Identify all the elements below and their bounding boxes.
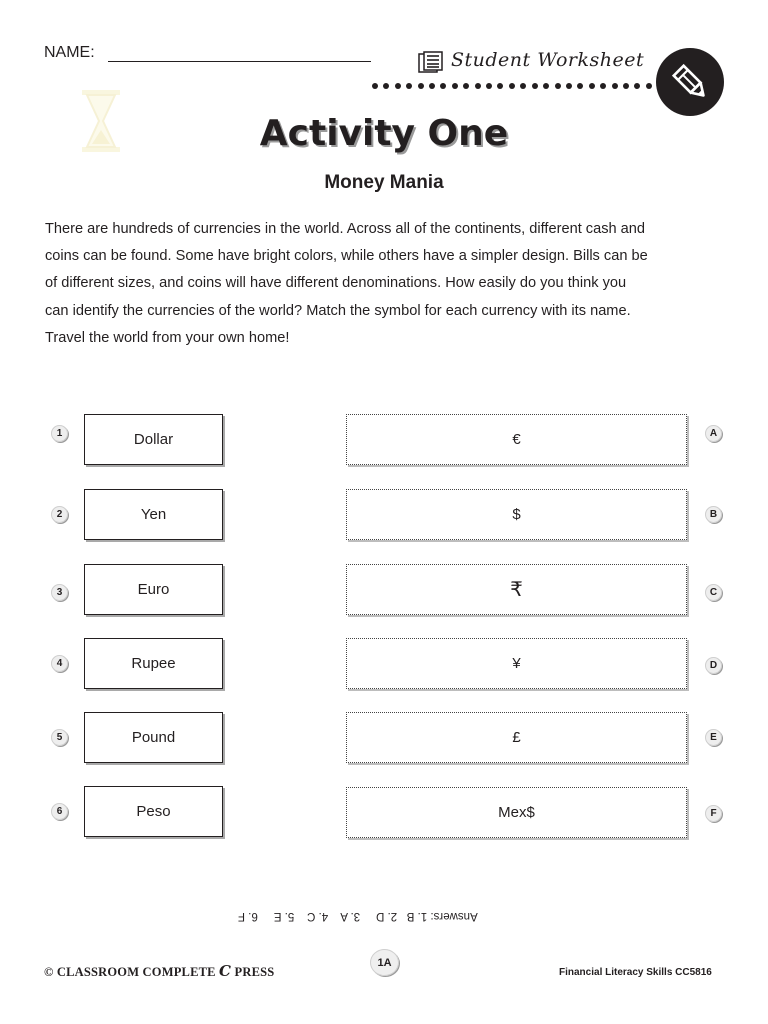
name-label: NAME:	[44, 44, 95, 61]
currency-symbol-box[interactable]: $	[346, 489, 687, 540]
row-letter-badge: F	[705, 805, 722, 822]
row-letter-badge: A	[705, 425, 722, 442]
answer-key: Answers: 1. B 2. D 3. A 4. C 5. E 6. F	[238, 910, 478, 922]
currency-name-box[interactable]: Euro	[84, 564, 223, 615]
intro-line: There are hundreds of currencies in the world. Across all of the continents, different cash and	[45, 221, 646, 237]
page-number-badge: 1A	[370, 949, 399, 976]
currency-symbol-box[interactable]: ₹	[346, 564, 687, 615]
book-title: Financial Literacy Skills CC5816	[559, 967, 712, 978]
row-letter-badge: D	[705, 657, 722, 674]
intro-line: Travel the world from your own home!	[45, 329, 290, 346]
currency-symbol-box[interactable]: ¥	[346, 638, 687, 689]
row-number-badge: 4	[51, 655, 68, 672]
pencil-badge	[656, 48, 724, 116]
copyright-text: © CLASSROOM COMPLETE	[44, 965, 216, 979]
currency-symbol-box[interactable]: £	[346, 712, 687, 763]
intro-line: coins can be found. Some have bright colors, while others have a simpler design. Bills can be	[45, 248, 648, 265]
currency-name-box[interactable]: Yen	[84, 489, 223, 540]
publisher-credit	[44, 962, 274, 980]
dotted-rule	[372, 83, 652, 93]
pencil-icon	[668, 60, 712, 104]
page-subtitle: Money Mania	[324, 172, 444, 193]
publisher-logo-icon: C	[219, 962, 232, 980]
row-number-badge: 2	[51, 506, 68, 523]
page-title: Activity One	[259, 113, 509, 154]
name-line[interactable]	[108, 61, 371, 62]
row-letter-badge: B	[705, 506, 722, 523]
row-letter-badge: E	[705, 729, 722, 746]
copyright-press: PRESS	[234, 965, 275, 979]
row-letter-badge: C	[705, 584, 722, 601]
row-number-badge: 1	[51, 425, 68, 442]
currency-name-box[interactable]: Dollar	[84, 414, 223, 465]
worksheet-icon	[418, 51, 444, 73]
currency-symbol-box[interactable]: €	[346, 414, 687, 465]
row-number-badge: 5	[51, 729, 68, 746]
row-number-badge: 6	[51, 803, 68, 820]
intro-line: can identify the currencies of the world? Match the symbol for each currency with its name.	[45, 302, 631, 319]
row-number-badge: 3	[51, 584, 68, 601]
currency-name-box[interactable]: Pound	[84, 712, 223, 763]
currency-name-box[interactable]: Peso	[84, 786, 223, 837]
intro-paragraph	[45, 216, 735, 352]
currency-name-box[interactable]: Rupee	[84, 638, 223, 689]
currency-symbol-box[interactable]: Mex$	[346, 787, 687, 838]
intro-line: of different sizes, and coins will have different denominations. How easily do you think you	[45, 275, 627, 292]
worksheet-label: Student Worksheet	[451, 49, 645, 71]
